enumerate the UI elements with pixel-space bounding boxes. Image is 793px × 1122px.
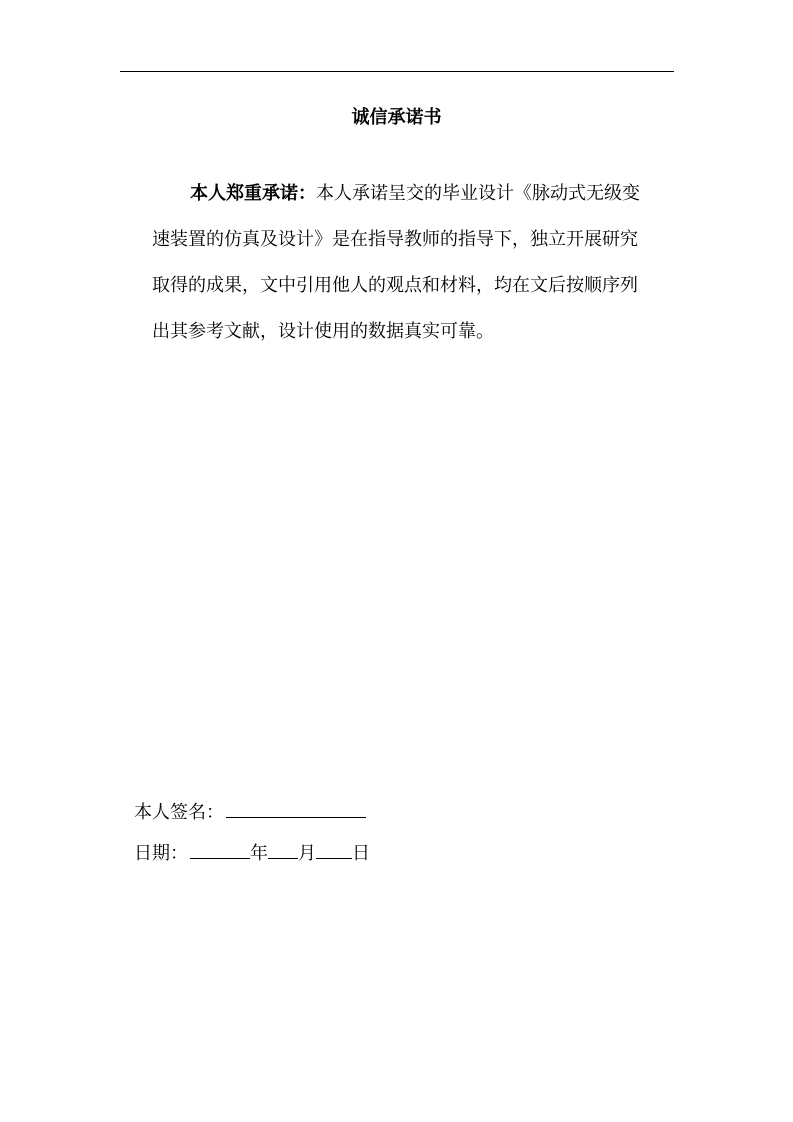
pledge-body: 本人承诺呈交的毕业设计《脉动式无级变速装置的仿真及设计》是在指导教师的指导下，独立开展研究取得的成果，文中引用他人的观点和材料，均在文后按顺序列出其参考文献，设计使用的数据真实可靠。: [152, 183, 640, 342]
year-blank[interactable]: [190, 838, 250, 859]
day-label: 日: [352, 843, 370, 864]
month-blank[interactable]: [268, 838, 298, 859]
date-row: [134, 838, 370, 867]
year-label: 年: [250, 843, 268, 864]
header-rule: [120, 71, 674, 72]
signature-row: [134, 797, 366, 826]
signature-label: 本人签名：: [134, 802, 224, 823]
date-label: 日期：: [134, 843, 188, 864]
page-title: 诚信承诺书: [351, 107, 442, 128]
signature-blank[interactable]: [226, 797, 366, 818]
month-label: 月: [298, 843, 316, 864]
pledge-paragraph: [152, 171, 648, 355]
day-blank[interactable]: [316, 838, 352, 859]
pledge-lead: 本人郑重承诺：: [190, 183, 316, 204]
